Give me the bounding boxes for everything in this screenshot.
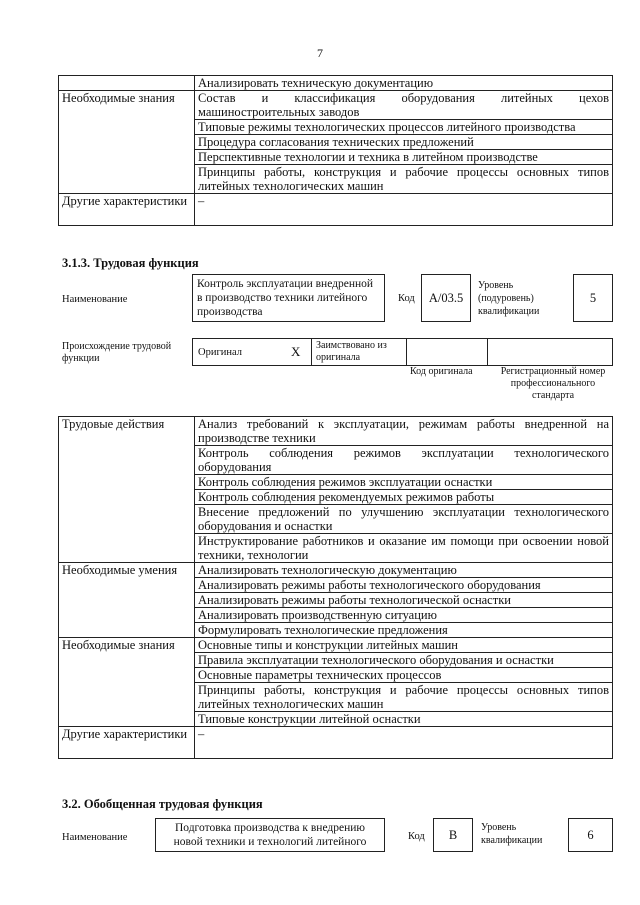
name-label: Наименование [62,832,128,843]
table-cell: Формулировать технологические предложения [195,623,613,638]
table-cell: Контроль соблюдения рекомендуемых режимов работы [195,490,613,505]
page-number: 7 [317,46,323,60]
table-cell: Анализировать техническую документацию [195,76,613,91]
code-original-box [406,338,488,366]
original-label: Оригинал [198,347,242,358]
code-label: Код [408,831,425,842]
table-cell: Контроль соблюдения режимов эксплуатации оснастки [195,475,613,490]
code-value-box: A/03.5 [421,274,471,322]
table-cell: Основные параметры технических процессов [195,668,613,683]
table-cell: Внесение предложений по улучшению эксплуатации технологического оборудования и оснастки [195,505,613,534]
level-value-box: 6 [568,818,613,852]
original-box [192,338,312,366]
original-mark: X [291,344,301,359]
origin-label: Происхождение трудовой функции [62,341,172,364]
name-label: Наименование [62,294,128,305]
main-table [58,416,613,759]
table-cell: Анализировать производственную ситуацию [195,608,613,623]
table-cell: Основные типы и конструкции литейных машин [195,638,613,653]
row-label-knowledge: Необходимые знания [59,91,195,194]
table-cell: Принципы работы, конструкция и рабочие процессы основных типов литейных технологических машин [195,165,613,194]
row-label-other: Другие характеристики [59,727,195,759]
table-cell: Состав и классификация оборудования литейных цехов машиностроительных заводов [195,91,613,120]
table-cell: Анализ требований к эксплуатации, режимам работы внедренной на производстве техники [195,417,613,446]
level-label: Уровень квалификации [481,822,543,846]
table-cell: Типовые режимы технологических процессов литейного производства [195,120,613,135]
table-cell: Перспективные технологии и техника в литейном производстве [195,150,613,165]
name-value-box: Подготовка производства к внедрению новой техники и технологий литейного [155,818,385,852]
code-original-label: Код оригинала [410,366,473,377]
table-cell: Анализировать режимы работы технологического оборудования [195,578,613,593]
code-value-box: B [433,818,473,852]
table-cell: – [195,727,613,759]
name-value-box: Контроль эксплуатации внедренной в производство техники литейного производства [192,274,385,322]
borrowed-box: Заимствовано из оригинала [311,338,407,366]
level-label: Уровень (подуровень) квалификации [478,280,540,317]
reg-number-label: Регистрационный номер профессионального стандарта [500,366,606,401]
section-heading: 3.2. Обобщенная трудовая функция [62,797,263,811]
row-label-skills: Необходимые умения [59,563,195,638]
code-label: Код [398,293,415,304]
table-cell: Процедура согласования технических предложений [195,135,613,150]
table-cell: Инструктирование работников и оказание им помощи при освоении новой техники, технологии [195,534,613,563]
table-cell: Анализировать режимы работы технологической оснастки [195,593,613,608]
table-cell: Анализировать технологическую документацию [195,563,613,578]
row-label-knowledge: Необходимые знания [59,638,195,727]
section-heading: 3.1.3. Трудовая функция [62,256,199,270]
level-value-box: 5 [573,274,613,322]
row-label-actions: Трудовые действия [59,417,195,563]
table-cell: Правила эксплуатации технологического оборудования и оснастки [195,653,613,668]
top-table [58,75,613,226]
reg-number-box [487,338,613,366]
table-cell [59,76,195,91]
table-cell: – [195,194,613,226]
table-cell: Принципы работы, конструкция и рабочие процессы основных типов литейных технологических машин [195,683,613,712]
row-label-other: Другие характеристики [59,194,195,226]
table-cell: Типовые конструкции литейной оснастки [195,712,613,727]
table-cell: Контроль соблюдения режимов эксплуатации технологического оборудования [195,446,613,475]
